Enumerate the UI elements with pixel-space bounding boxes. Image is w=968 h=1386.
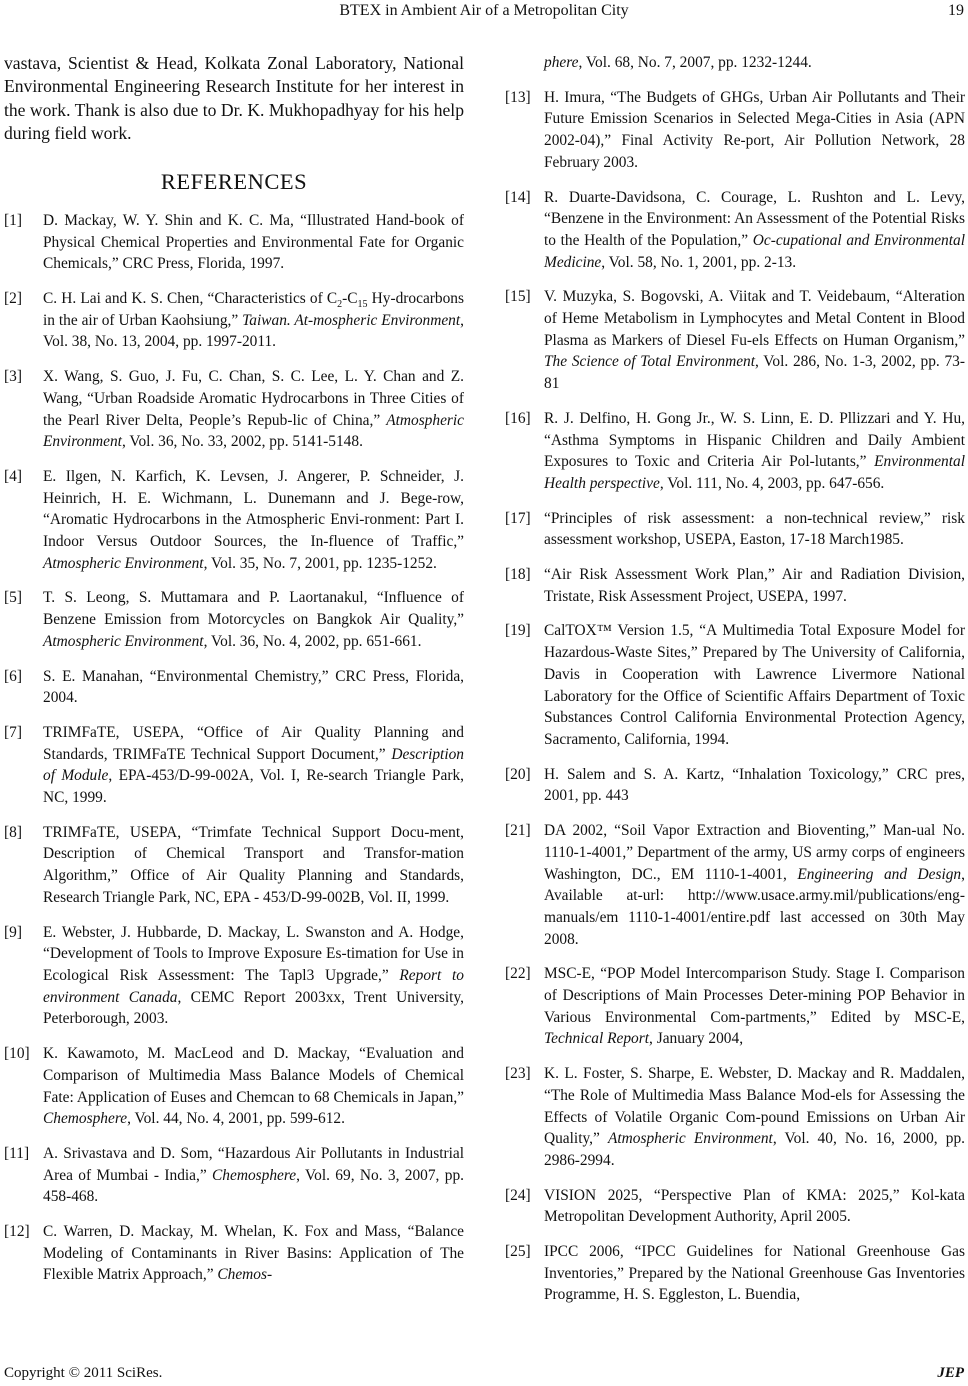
reference-text (43, 722, 464, 809)
reference-number: [17] (505, 509, 531, 527)
reference-number: [24] (505, 1186, 531, 1204)
reference-text-part: H. Imura, “The Budgets of GHGs, Urban Air Pollutants and Their Future Emission Scenarios in Selected Mega-Cities in Asia (APN 2002-04),” Final Activity Re-port, Air Pollution Network, 28 February 2003. (544, 88, 965, 171)
reference-entry (505, 1185, 965, 1228)
reference-text-part: VISION 2025, “Perspective Plan of KMA: 2025,” Kol-kata Metropolitan Development Authority, April 2005. (544, 1186, 965, 1226)
reference-list-right (505, 87, 965, 1306)
reference-text (544, 963, 965, 1050)
reference-text (43, 1143, 464, 1208)
reference-entry (505, 620, 965, 750)
reference-number: [20] (505, 765, 531, 783)
reference-text-part: Oc-cupational and Environmental Medicine (544, 231, 965, 271)
reference-number: [18] (505, 566, 531, 584)
reference-text-part: Taiwan. At-mospheric Environment (242, 311, 461, 329)
reference-number: [1] (4, 211, 22, 229)
reference-entry (4, 288, 464, 353)
running-title: BTEX in Ambient Air of a Metropolitan City (339, 2, 629, 19)
reference-number: [22] (505, 965, 531, 983)
reference-text-part: D. Mackay, W. Y. Shin and K. C. Ma, “Illustrated Hand-book of Physical Chemical Properties and Environmental Fate for Organic Chemicals,” CRC Press, Florida, 1997. (43, 211, 464, 273)
reference-text (544, 1185, 965, 1228)
reference-number: [23] (505, 1065, 531, 1083)
reference-entry (4, 722, 464, 809)
reference-text-part: “Principles of risk assessment: a non-technical review,” risk assessment workshop, USEPA, Easton, 17-18 March1985. (544, 509, 965, 549)
reference-entry (505, 820, 965, 950)
reference-entry (4, 1043, 464, 1130)
reference-text-part: E. Webster, J. Hubbarde, D. Mackay, L. Swanston and A. Hodge, “Development of Tools to Improve Exposure Es-timation for Use in Ecological Risk Assessment: The Tapl3 Upgrade,” (43, 923, 464, 984)
reference-entry (4, 1143, 464, 1208)
reference-entry (4, 466, 464, 575)
reference-number: [3] (4, 368, 22, 386)
reference-text-part: TRIMFaTE, USEPA, “Office of Air Quality Planning and Standards, TRIMFaTE Technical Support Document,” (43, 723, 464, 763)
reference-text-part: V. Muzyka, S. Bogovski, A. Viitak and T. Veidebaum, “Alteration of Heme Metabolism in Lymphocytes and Metal Content in Blood Plasma as Markers of Diesel Fu-els Effects on Human Organism,” (544, 288, 965, 349)
reference-entry (4, 666, 464, 709)
reference-text-part: -C (342, 290, 358, 307)
reference-text-part: , Available at-url: http://www.usace.army.mil/publications/eng-manuals/em 1110-1-4001/entire.pdf last accessed on 30th May 2008. (544, 865, 965, 948)
reference-text-part: IPCC 2006, “IPCC Guidelines for National Greenhouse Gas Inventories,” Prepared by the National Greenhouse Gas Inventories Programme, H. S. Eggleston, L. Buendia, (544, 1243, 965, 1304)
reference-text-part: , Vol. 44, No. 4, 2001, pp. 599-612. (127, 1110, 345, 1128)
reference-text-part: phere (544, 54, 579, 71)
reference-entry (505, 508, 965, 551)
reference-text-part: DA 2002, “Soil Vapor Extraction and Bioventing,” Man-ual No. 1110-1-4001,” Department of the army, US army corps of engineers Washington, DC., EM 1110-1-4001, (544, 822, 965, 883)
reference-text-part: , January 2004, (649, 1030, 744, 1048)
reference-text-part: Report to environment Canada (43, 966, 464, 1006)
reference-text-part: Hy-drocarbons in the air of Urban Kaohsiung,” (43, 290, 464, 329)
reference-text-part: 2 (337, 299, 343, 311)
reference-text (544, 764, 965, 807)
reference-text (544, 286, 965, 395)
reference-text-part: , Vol. 69, No. 3, 2007, pp. 458-468. (43, 1166, 464, 1206)
reference-text-part: T. S. Leong, S. Muttamara and P. Laortanakul, “Influence of Benzene Emission from Motorcycles on Bangkok Air Quality,” (43, 589, 464, 629)
reference-number: [19] (505, 622, 531, 640)
reference-text-part: , Vol. 36, No. 4, 2002, pp. 651-661. (203, 632, 422, 650)
references-heading: REFERENCES (160, 169, 308, 195)
reference-text-part: Atmospheric Environment (43, 632, 204, 650)
reference-text-part: C. Warren, D. Mackay, M. Whelan, K. Fox and Mass, “Balance Modeling of Contaminants in River Basins: Application of The Flexible Matrix Approach,” (43, 1223, 464, 1284)
reference-text (43, 666, 464, 709)
reference-text-part: CalTOX™ Version 1.5, “A Multimedia Total Exposure Model for Hazardous-Waste Sites,” Prepared by The University of California, Davis in Cooperation with Lawrence Livermore National Laboratory for the Office of Scientific Affairs Department of Toxic Substances Control California Environmental Protection Agency, Sacramento, California, 1994. (544, 622, 965, 748)
reference-entry (505, 1063, 965, 1172)
reference-text-part: Environmental Health perspective (544, 453, 965, 492)
reference-entry (4, 210, 464, 275)
reference-text-part: , Vol. 38, No. 13, 2004, pp. 1997-2011. (43, 311, 464, 351)
reference-number: [10] (4, 1045, 30, 1063)
reference-number: [21] (505, 822, 531, 840)
reference-number: [15] (505, 288, 531, 306)
page-number: 19 (948, 2, 964, 19)
reference-number: [12] (4, 1223, 30, 1241)
reference-text-part: Atmospheric Environment (607, 1130, 773, 1148)
reference-number: [5] (4, 589, 22, 607)
reference-number: [8] (4, 823, 22, 841)
running-header (0, 0, 968, 22)
reference-text-part: , Vol. 40, No. 16, 2000, pp. 2986-2994. (544, 1130, 965, 1169)
reference-text-part: R. Duarte-Davidsona, C. Courage, L. Rushton and L. Levy, “Benzene in the Environment: An Assessment of the Potential Risks to the Health of the Population,” (544, 188, 965, 249)
reference-text-part: , Vol. 36, No. 33, 2002, pp. 5141-5148. (121, 433, 363, 451)
reference-list-left (4, 210, 464, 1286)
reference-entry (505, 963, 965, 1050)
reference-text-part: Description of Module (43, 745, 464, 785)
reference-entry (505, 87, 965, 174)
reference-number: [4] (4, 467, 22, 485)
reference-text (43, 210, 464, 275)
reference-number: [9] (4, 923, 22, 941)
reference-text-part: Atmospheric Environment (43, 554, 204, 572)
reference-text (43, 1221, 464, 1286)
reference-text-part: Technical Report (544, 1030, 650, 1048)
reference-entry (505, 1241, 965, 1306)
left-column (4, 52, 464, 1299)
footer-journal: JEP (937, 1365, 964, 1381)
reference-text-part: Atmospheric Environment (43, 411, 464, 451)
reference-text-part: K. Kawamoto, M. MacLeod and D. Mackay, “Evaluation and Comparison of Multimedia Mass Balance Models of Chemical Fate: Application of Euses and Chemcan to 68 Chemicals in Japan,” (43, 1045, 464, 1106)
reference-number: [2] (4, 290, 22, 307)
reference-entry (505, 408, 965, 495)
reference-text-part: The Science of Total Environment (544, 353, 755, 371)
reference-text-part: , Vol. 35, No. 7, 2001, pp. 1235-1252. (203, 554, 437, 572)
reference-number: [25] (505, 1243, 531, 1261)
reference-text-part: E. Ilgen, N. Karfich, K. Levsen, J. Angerer, P. Schneider, J. Heinrich, H. E. Wichmann, L. Dunemann and J. Bege-row, “Aromatic Hydrocarbons in the Atmospheric Envi-ronment: Part I. Indoor Versus Outdoor Sources, the In-fluence of Traffic,” (43, 467, 464, 551)
reference-text-part: A. Srivastava and D. Som, “Hazardous Air Pollutants in Industrial Area of Mumbai - India,” (43, 1144, 464, 1184)
reference-text-part: Engineering and Design (797, 865, 962, 883)
reference-entry (4, 922, 464, 1031)
reference-text-part: Chemosphere (43, 1110, 128, 1128)
reference-text (544, 408, 965, 495)
reference-entry (505, 187, 965, 274)
reference-text-part: TRIMFaTE, USEPA, “Trimfate Technical Support Docu-ment, Description of Chemical Transport and Transfor-mation Algorithm,” Office of Air Quality Planning and Standards, Research Triangle Park, NC, EPA - 453/D-99-002B, Vol. II, 1999. (43, 823, 464, 906)
reference-text (43, 822, 464, 909)
reference-text (544, 1241, 965, 1306)
reference-text-part: , Vol. 58, No. 1, 2001, pp. 2-13. (601, 253, 797, 271)
reference-text-part: Chemos- (217, 1266, 273, 1284)
reference-entry (4, 822, 464, 909)
reference-text (544, 820, 965, 950)
reference-text (43, 288, 464, 353)
reference-text (544, 187, 965, 274)
reference-text-part: , EPA-453/D-99-002A, Vol. I, Re-search Triangle Park, NC, 1999. (43, 767, 464, 807)
reference-12-continuation (544, 52, 965, 74)
reference-text-part: Chemosphere (212, 1166, 297, 1184)
reference-text-part: H. Salem and S. A. Kartz, “Inhalation Toxicology,” CRC pres, 2001, pp. 443 (544, 765, 965, 805)
reference-text-part: , Vol. 68, No. 7, 2007, pp. 1232-1244. (578, 54, 812, 71)
reference-number: [13] (505, 88, 531, 106)
reference-text (43, 587, 464, 652)
reference-text-part: , Vol. 286, No. 1-3, 2002, pp. 73-81 (544, 353, 965, 393)
reference-text (43, 922, 464, 1031)
reference-number: [6] (4, 667, 22, 685)
reference-text (544, 620, 965, 750)
reference-text (43, 1043, 464, 1130)
reference-number: [16] (505, 409, 531, 427)
acknowledgement-text: vastava, Scientist & Head, Kolkata Zonal Laboratory, National Environmental Engineering Research Institute for her interest in the work. Thank is also due to Dr. K. Mukhopadhyay for his help during field work. (4, 53, 464, 143)
reference-text (544, 87, 965, 174)
reference-text-part: R. J. Delfino, H. Gong Jr., W. S. Linn, E. D. Pllizzari and Y. Hu, “Asthma Symptoms in Hispanic Children and Daily Ambient Exposures to Toxic and Criteria Air Pol-lutants,” (544, 409, 965, 471)
reference-text (43, 366, 464, 453)
right-column (505, 52, 965, 1319)
reference-text-part: K. L. Foster, S. Sharpe, E. Webster, D. Mackay and R. Maddalen, “The Role of Multimedia Mass Balance Mod-els for Assessing the Effects of Volatile Organic Com-pound Emissions on Urban Air Quality,” (544, 1065, 965, 1148)
reference-number: [14] (505, 188, 531, 206)
reference-text (544, 564, 965, 607)
reference-entry (4, 587, 464, 652)
reference-text-part: X. Wang, S. Guo, J. Fu, C. Chan, S. C. Lee, L. Y. Chan and Z. Wang, “Urban Roadside Aromatic Hydrocarbons in Three Cities of the Pearl River Delta, People’s Repub-lic of China,” (43, 368, 464, 429)
reference-text-part: “Air Risk Assessment Work Plan,” Air and Radiation Division, Tristate, Risk Assessment Project, USEPA, 1997. (544, 566, 965, 605)
reference-entry (4, 366, 464, 453)
reference-entry (505, 286, 965, 395)
reference-text-part: , CEMC Report 2003xx, Trent University, Peterborough, 2003. (43, 988, 464, 1028)
reference-text-part: 15 (357, 299, 368, 311)
reference-text-part: MSC-E, “POP Model Intercomparison Study. Stage I. Comparison of Descriptions of Main Processes Deter-mining POP Behavior in Various Environmental Com-partments,” Edited by MSC-E, (544, 965, 965, 1026)
reference-text (43, 466, 464, 575)
footer-copyright: Copyright © 2011 SciRes. (4, 1365, 163, 1381)
reference-number: [11] (4, 1144, 30, 1162)
reference-entry (4, 1221, 464, 1286)
reference-text (544, 1063, 965, 1172)
reference-entry (505, 764, 965, 807)
reference-text (544, 508, 965, 551)
reference-number: [7] (4, 723, 22, 741)
reference-entry (505, 564, 965, 607)
reference-text-part: C. H. Lai and K. S. Chen, “Characteristics of C (43, 290, 338, 307)
reference-text-part: , Vol. 111, No. 4, 2003, pp. 647-656. (659, 474, 885, 492)
reference-text-part: S. E. Manahan, “Environmental Chemistry,” CRC Press, Florida, 2004. (43, 667, 464, 707)
